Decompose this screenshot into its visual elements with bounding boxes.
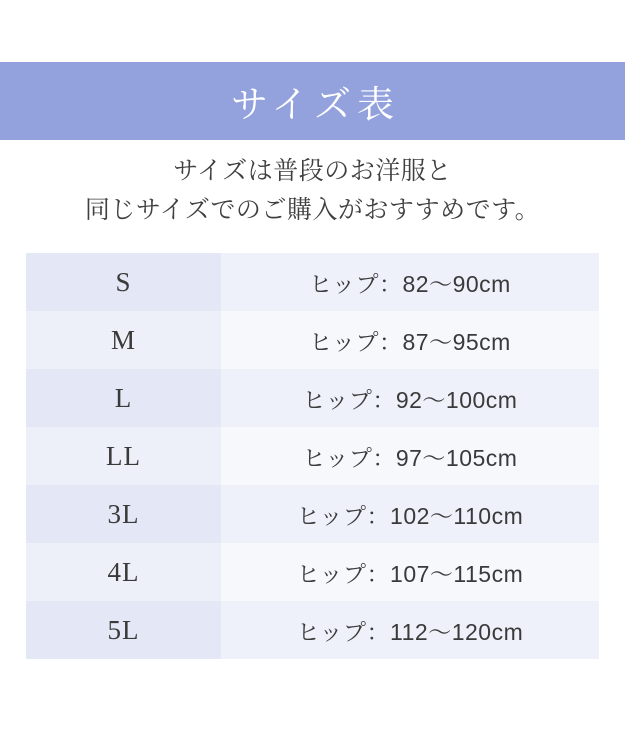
table-row bbox=[26, 601, 599, 659]
lead-line-1: サイズは普段のお洋服と bbox=[173, 157, 452, 185]
size-label: 5L bbox=[26, 601, 221, 659]
size-label: S bbox=[26, 253, 221, 311]
measurement-value: ヒップ：112〜120cm bbox=[221, 601, 599, 659]
lead-text bbox=[0, 152, 625, 230]
table-row bbox=[26, 427, 599, 485]
measurement-value: ヒップ：92〜100cm bbox=[221, 369, 599, 427]
size-label: 4L bbox=[26, 543, 221, 601]
measurement-value: ヒップ：107〜115cm bbox=[221, 543, 599, 601]
lead-line-2: 同じサイズでのご購入がおすすめです。 bbox=[84, 195, 541, 224]
table-row bbox=[26, 543, 599, 601]
table-row bbox=[26, 485, 599, 543]
size-table bbox=[26, 253, 599, 659]
page-title: サイズ表 bbox=[230, 85, 401, 126]
size-label: M bbox=[26, 311, 221, 369]
measurement-value: ヒップ：97〜105cm bbox=[221, 427, 599, 485]
size-label: LL bbox=[26, 427, 221, 485]
table-row bbox=[26, 311, 599, 369]
header-band bbox=[0, 62, 625, 140]
table-row bbox=[26, 369, 599, 427]
measurement-value: ヒップ：87〜95cm bbox=[221, 311, 599, 369]
size-label: L bbox=[26, 369, 221, 427]
table-row bbox=[26, 253, 599, 311]
measurement-value: ヒップ：102〜110cm bbox=[221, 485, 599, 543]
size-label: 3L bbox=[26, 485, 221, 543]
measurement-value: ヒップ：82〜90cm bbox=[221, 253, 599, 311]
